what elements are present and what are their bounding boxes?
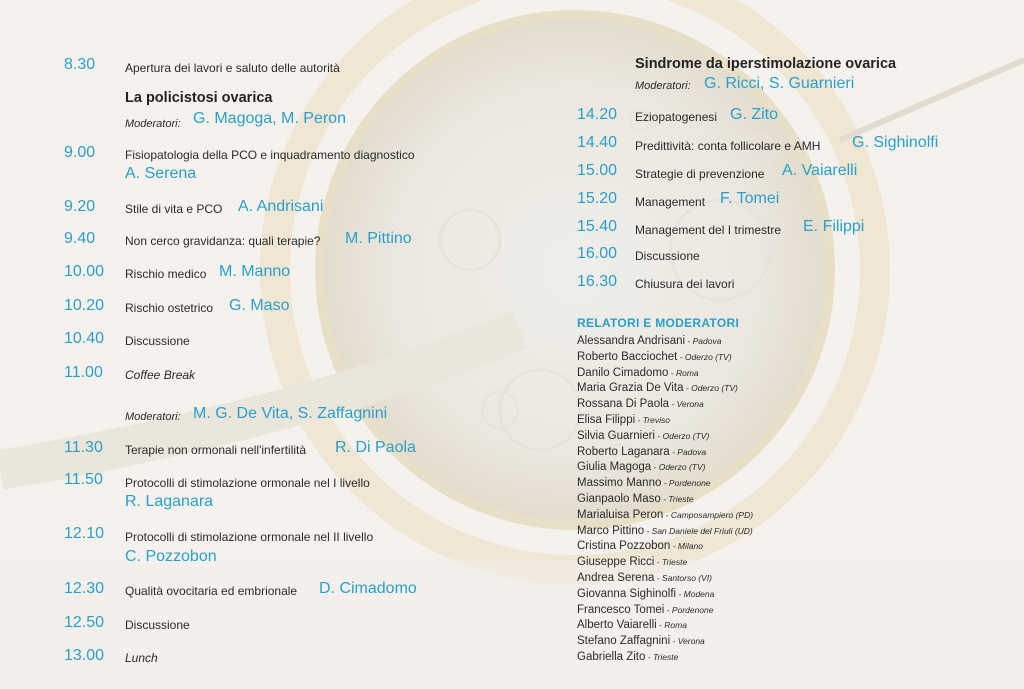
speaker-city: - Oderzo (TV) (677, 351, 732, 362)
slot-time: 9.40 (64, 230, 96, 247)
speaker-name: Maria Grazia De Vita (577, 382, 684, 395)
slot-title: Management (635, 195, 706, 209)
speaker-name: Roberto Bacciochet (577, 350, 678, 363)
slot-time: 15.40 (577, 218, 618, 235)
slot-time: 16.00 (577, 245, 618, 262)
slot-speaker: G. Sighinolfi (852, 134, 939, 151)
speaker-item (577, 553, 753, 569)
slot-speaker: D. Cimadomo (319, 580, 417, 597)
speaker-name: Silvia Guarnieri (577, 429, 655, 442)
slot-title: Apertura dei lavori e saluto delle autorità (125, 61, 340, 75)
slot-title: Predittività: conta follicolare e AMH (635, 139, 821, 153)
speaker-city: - Padova (685, 336, 722, 346)
speaker-name: Giuseppe Ricci (577, 556, 655, 569)
slot-speaker: A. Vaiarelli (782, 162, 858, 179)
speaker-item (577, 427, 753, 443)
slot-speaker: E. Filippi (803, 218, 865, 235)
speaker-item (577, 395, 753, 411)
slot-time: 15.00 (577, 162, 618, 179)
slot-title: Terapie non ormonali nell'infertilità (125, 443, 307, 457)
speaker-item (577, 537, 753, 553)
speaker-name: Gabriella Zito (577, 650, 646, 663)
moderators-names: G. Magoga, M. Peron (193, 110, 346, 127)
moderators-label: Moderatori: (635, 80, 691, 92)
speaker-item (577, 411, 753, 427)
speaker-city: - Modena (676, 588, 715, 599)
slot-time: 10.20 (64, 297, 105, 314)
speaker-item (577, 348, 753, 364)
slot-speaker: R. Laganara (125, 493, 214, 510)
speaker-city: - Santorso (VI) (654, 572, 713, 583)
slot-time: 16.30 (577, 273, 618, 290)
slot-title: Eziopatogenesi (635, 110, 718, 124)
speaker-name: Elisa Filippi (577, 413, 636, 426)
speaker-item (577, 601, 753, 617)
speakers-heading: RELATORI E MODERATORI (577, 316, 740, 330)
slot-title: Fisiopatologia della PCO e inquadramento diagnostico (125, 148, 415, 162)
speaker-name: Marco Pittino (577, 524, 645, 537)
moderators-label: Moderatori: (125, 411, 181, 423)
speaker-city: - Padova (669, 446, 707, 457)
slot-time: 12.10 (64, 525, 105, 542)
speaker-item (577, 474, 753, 490)
slot-time: 13.00 (64, 647, 105, 664)
speaker-item (577, 332, 753, 348)
speaker-item (577, 443, 753, 459)
slot-speaker: A. Andrisani (238, 198, 324, 215)
slot-speaker: G. Zito (730, 106, 779, 123)
speaker-city: - Treviso (635, 414, 670, 425)
slot-speaker: M. Pittino (345, 230, 412, 247)
slot-title: Chiusura dei lavori (635, 277, 735, 291)
speaker-city: - Trieste (654, 557, 688, 568)
speaker-city: - Trieste (645, 651, 679, 662)
slot-time: 9.20 (64, 198, 96, 215)
speaker-city: - Milano (670, 541, 703, 552)
speaker-name: Alessandra Andrisani (577, 335, 686, 347)
slot-title: Stile di vita e PCO (125, 202, 223, 216)
speaker-city: - Oderzo (TV) (683, 383, 738, 394)
speaker-item (577, 490, 753, 506)
speaker-name: Francesco Tomei (577, 603, 665, 616)
moderators-label: Moderatori: (125, 118, 181, 130)
slot-speaker: G. Maso (229, 297, 290, 314)
slot-time: 12.30 (64, 580, 105, 597)
slot-speaker: M. Manno (219, 263, 291, 280)
slot-time: 8.30 (64, 56, 96, 73)
slot-time: 14.40 (577, 134, 618, 151)
speaker-city: - Pordenone (661, 478, 711, 489)
slot-speaker: R. Di Paola (335, 439, 416, 456)
speaker-item (577, 585, 753, 601)
speaker-city: - Camposampiero (PD) (663, 509, 754, 520)
speaker-name: Giovanna Sighinolfi (577, 587, 677, 600)
speaker-item (577, 364, 753, 380)
speaker-city: - Oderzo (TV) (654, 430, 710, 441)
speaker-name: Cristina Pozzobon (577, 540, 671, 553)
moderators-names: M. G. De Vita, S. Zaffagnini (193, 405, 388, 422)
speaker-city: - Pordenone (664, 604, 714, 615)
speaker-item (577, 569, 753, 585)
speaker-name: Gianpaolo Maso (577, 492, 661, 505)
speaker-name: Marialuisa Peron (577, 508, 664, 521)
speaker-name: Stefano Zaffagnini (577, 635, 671, 648)
slot-title: Strategie di prevenzione (635, 167, 765, 181)
speaker-city: - San Daniele del Friuli (UD) (644, 525, 753, 536)
slot-title: Discussione (635, 249, 700, 263)
slot-title: Protocolli di stimolazione ormonale nel II livello (125, 530, 374, 544)
speaker-item (577, 648, 753, 664)
slot-time: 9.00 (64, 144, 96, 161)
slot-time: 14.20 (577, 106, 618, 123)
speaker-item (577, 458, 753, 474)
slot-title: Protocolli di stimolazione ormonale nel I livello (125, 476, 370, 490)
speaker-name: Andrea Serena (577, 571, 655, 584)
section-title: Sindrome da iperstimolazione ovarica (635, 56, 897, 72)
speaker-city: - Verona (669, 399, 704, 410)
slot-time: 10.00 (64, 263, 105, 280)
slot-time: 12.50 (64, 614, 105, 631)
speaker-name: Danilo Cimadomo (577, 366, 669, 379)
slot-title: Discussione (125, 334, 190, 348)
slot-speaker: F. Tomei (720, 190, 780, 207)
slot-title: Rischio medico (125, 267, 207, 281)
speakers-list (577, 332, 753, 664)
slot-time: 11.50 (64, 471, 103, 488)
speaker-name: Giulia Magoga (577, 461, 652, 474)
slot-title: Lunch (125, 651, 158, 665)
slot-title: Management del I trimestre (635, 223, 782, 237)
speaker-item (577, 616, 753, 632)
section-title: La policistosi ovarica (125, 90, 273, 106)
speaker-name: Rossana Di Paola (577, 398, 670, 411)
speaker-city: - Trieste (660, 493, 694, 504)
slot-speaker: C. Pozzobon (125, 548, 217, 565)
slot-title: Non cerco gravidanza: quali terapie? (125, 234, 321, 248)
speaker-item (577, 506, 753, 522)
speaker-city: - Oderzo (TV) (651, 462, 706, 473)
slot-time: 15.20 (577, 190, 618, 207)
slot-time: 10.40 (64, 330, 105, 347)
speaker-city: - Roma (656, 620, 687, 631)
speaker-city: - Verona (670, 636, 705, 647)
speaker-item (577, 522, 753, 538)
speaker-item (577, 632, 753, 648)
moderators-names: G. Ricci, S. Guarnieri (704, 75, 855, 92)
slot-speaker: A. Serena (125, 165, 197, 182)
slot-title: Discussione (125, 618, 190, 632)
slot-time: 11.00 (64, 364, 103, 381)
speaker-name: Roberto Laganara (577, 445, 670, 458)
speaker-item (577, 379, 753, 395)
slot-time: 11.30 (64, 439, 103, 456)
slot-title: Coffee Break (125, 368, 196, 382)
speaker-name: Massimo Manno (577, 477, 662, 490)
speaker-city: - Roma (668, 367, 699, 378)
slot-title: Rischio ostetrico (125, 301, 214, 315)
slot-title: Qualità ovocitaria ed embrionale (125, 584, 298, 598)
speaker-name: Alberto Vaiarelli (577, 619, 657, 632)
